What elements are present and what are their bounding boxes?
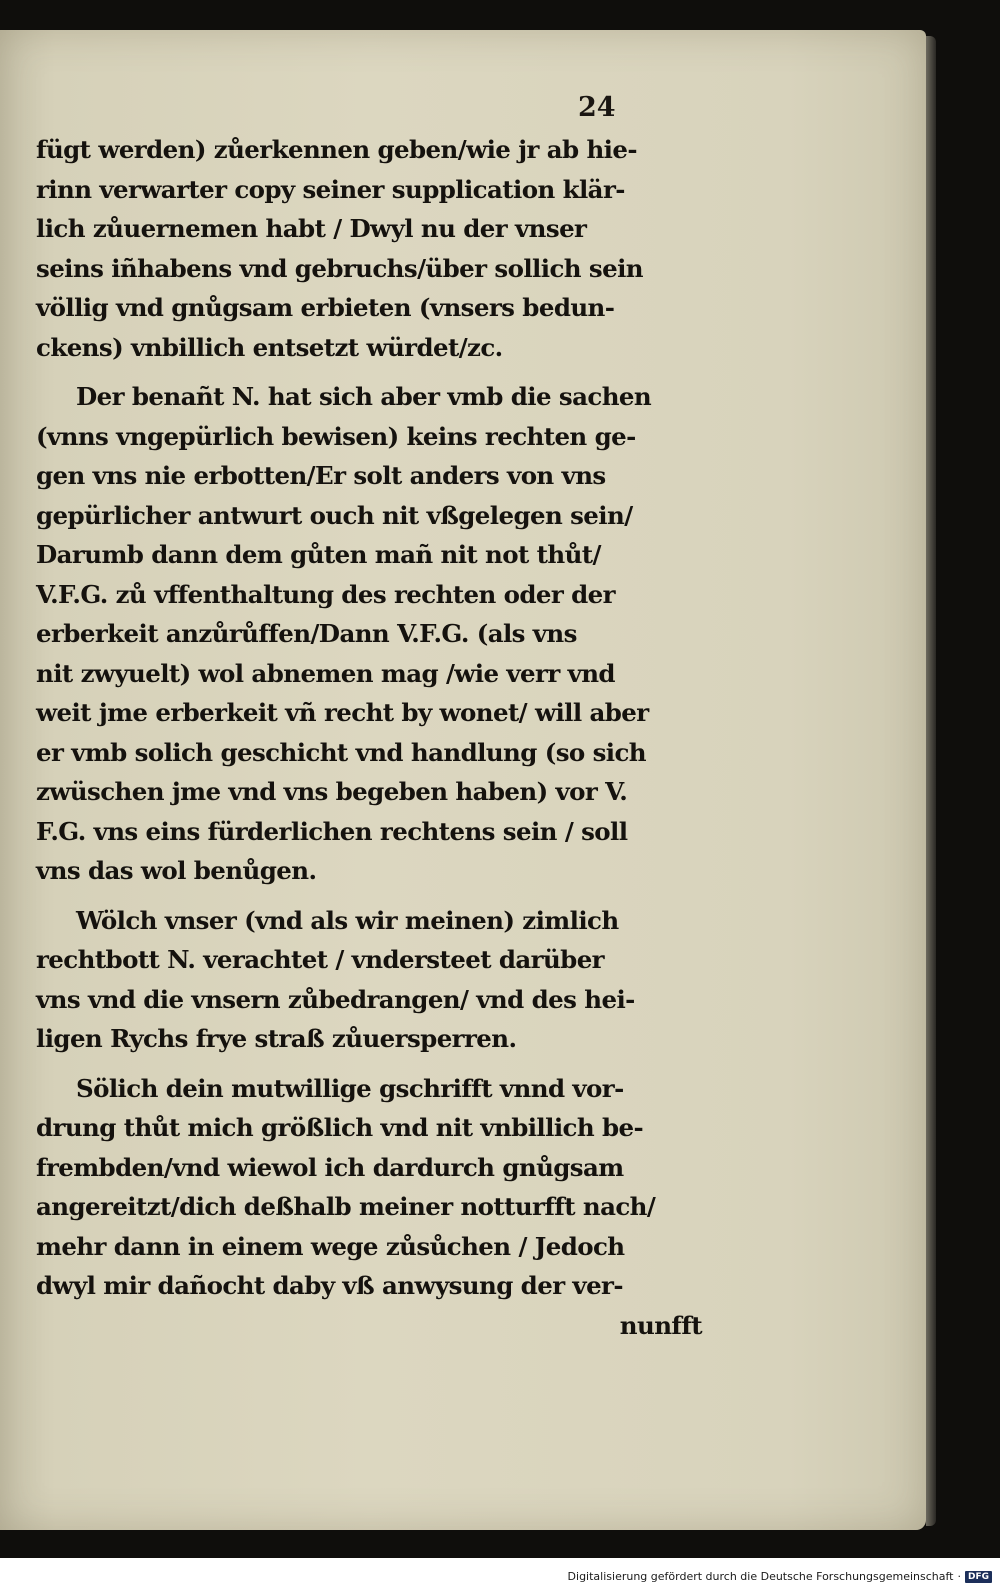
digitization-footer: Digitalisierung gefördert durch die Deutsche Forschungsgemeinschaft · DFG xyxy=(568,1570,992,1583)
text-line: gepürlicher antwurt ouch nit vßgelegen sein/ xyxy=(36,500,633,530)
text-line: Darumb dann dem gůten mañ nit not thůt/ xyxy=(36,540,601,569)
paragraph-4 xyxy=(36,1069,702,1346)
text-line: Der benañt N. hat sich aber vmb die sachen xyxy=(76,382,652,411)
text-line: V.F.G. zů vffenthaltung des rechten oder der xyxy=(36,579,615,609)
text-line: nit zwyuelt) wol abnemen mag /wie verr vnd xyxy=(36,658,615,688)
text-line: seins iñhabens vnd gebruchs/über sollich sein xyxy=(36,253,644,283)
text-line: F.G. vns eins fürderlichen rechtens sein / soll xyxy=(36,816,628,846)
text-line: angereitzt/dich deßhalb meiner notturfft nach/ xyxy=(36,1192,656,1221)
text-line: vns das wol benůgen. xyxy=(36,856,317,885)
text-line: Sölich dein mutwillige gschrifft vnnd vor- xyxy=(76,1073,624,1103)
text-line: lich zůuernemen habt / Dwyl nu der vnser xyxy=(36,214,587,243)
text-line: rechtbott N. verachtet / vndersteet darüber xyxy=(36,945,604,974)
footer-credit: Digitalisierung gefördert durch die Deutsche Forschungsgemeinschaft xyxy=(567,1570,954,1583)
text-line: drung thůt mich größlich vnd nit vnbillich be- xyxy=(36,1113,644,1142)
catchword: nunfft xyxy=(619,1310,702,1340)
text-line: mehr dann in einem wege zůsůchen / Jedoch xyxy=(36,1231,625,1261)
text-line: völlig vnd gnůgsam erbieten (vnsers bedun- xyxy=(36,293,615,322)
text-line: frembden/vnd wiewol ich dardurch gnůgsam xyxy=(36,1152,624,1182)
text-line: fügt werden) zůerkennen geben/wie jr ab hie- xyxy=(36,135,637,164)
text-line: rinn verwarter copy seiner supplication klär- xyxy=(36,174,625,204)
page-edge xyxy=(926,36,936,1526)
text-line: gen vns nie erbotten/Er solt anders von vns xyxy=(36,461,606,490)
dfg-logo: DFG xyxy=(965,1571,992,1583)
text-line: (vnns vngepürlich bewisen) keins rechten ge- xyxy=(36,421,636,451)
text-line: Wölch vnser (vnd als wir meinen) zimlich xyxy=(76,905,619,935)
text-line: weit jme erberkeit vñ recht by wonet/ will aber xyxy=(36,698,649,727)
page-text xyxy=(36,130,702,1355)
paragraph-1 xyxy=(36,130,702,367)
text-line: erberkeit anzůrůffen/Dann V.F.G. (als vns xyxy=(36,619,577,648)
text-line: er vmb solich geschicht vnd handlung (so sich xyxy=(36,737,647,767)
text-line: ckens) vnbillich entsetzt würdet/zc. xyxy=(36,332,503,362)
text-line: dwyl mir dañocht daby vß anwysung der ver- xyxy=(36,1271,623,1300)
text-line: vns vnd die vnsern zůbedrangen/ vnd des hei- xyxy=(36,984,635,1014)
page-number: 24 xyxy=(578,92,616,123)
paragraph-2 xyxy=(36,377,702,891)
paragraph-3 xyxy=(36,901,702,1059)
text-line: zwüschen jme vnd vns begeben haben) vor V. xyxy=(36,777,628,806)
text-line: ligen Rychs frye straß zůuersperren. xyxy=(36,1024,517,1053)
